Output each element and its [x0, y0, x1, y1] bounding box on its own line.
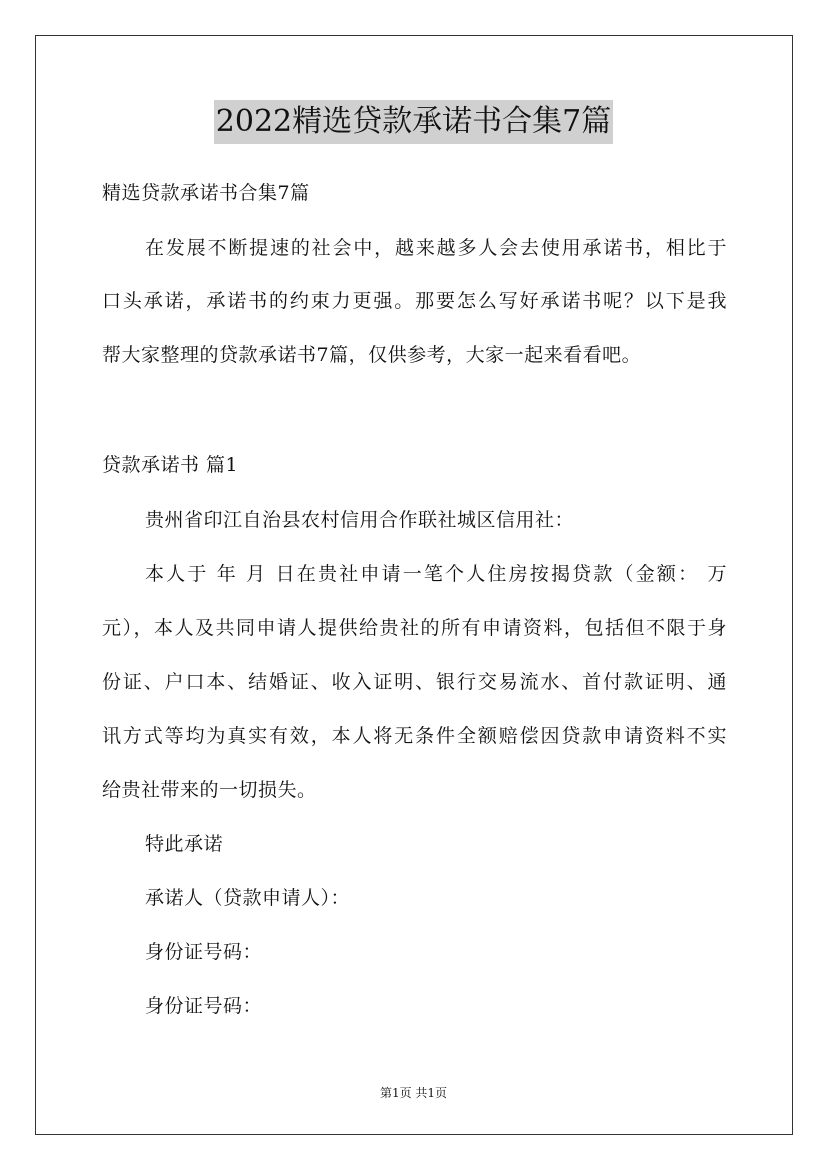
document-title: 2022精选贷款承诺书合集7篇 [214, 100, 613, 144]
body-line-2: 元），本人及共同申请人提供给贵社的所有申请资料，包括但不限于身 [102, 617, 727, 639]
id-number-label-1: 身份证号码： [145, 941, 263, 963]
id-number-label-2: 身份证号码： [145, 995, 263, 1017]
signer-label: 承诺人（贷款申请人）： [145, 887, 351, 909]
addressee: 贵州省印江自治县农村信用合作联社城区信用社： [145, 509, 575, 531]
title-container [0, 100, 827, 144]
closing-text: 特此承诺 [145, 833, 224, 855]
page-footer: 第1页 共1页 [379, 1086, 448, 1100]
intro-line-3: 帮大家整理的贷款承诺书7篇，仅供参考，大家一起来看看吧。 [102, 344, 642, 366]
document-subtitle: 精选贷款承诺书合集7篇 [102, 182, 310, 204]
intro-line-1: 在发展不断提速的社会中，越来越多人会去使用承诺书，相比于 [145, 237, 727, 259]
body-line-5: 给贵社带来的一切损失。 [102, 779, 317, 801]
body-line-4: 讯方式等均为真实有效，本人将无条件全额赔偿因贷款申请资料不实 [102, 725, 727, 747]
intro-line-2: 口头承诺，承诺书的约束力更强。那要怎么写好承诺书呢？以下是我 [102, 290, 727, 312]
body-line-1: 本人于 年 月 日在贵社申请一笔个人住房按揭贷款（金额： 万 [145, 563, 727, 585]
section-heading: 贷款承诺书 篇1 [102, 454, 239, 476]
body-line-3: 份证、户口本、结婚证、收入证明、银行交易流水、首付款证明、通 [102, 671, 727, 693]
